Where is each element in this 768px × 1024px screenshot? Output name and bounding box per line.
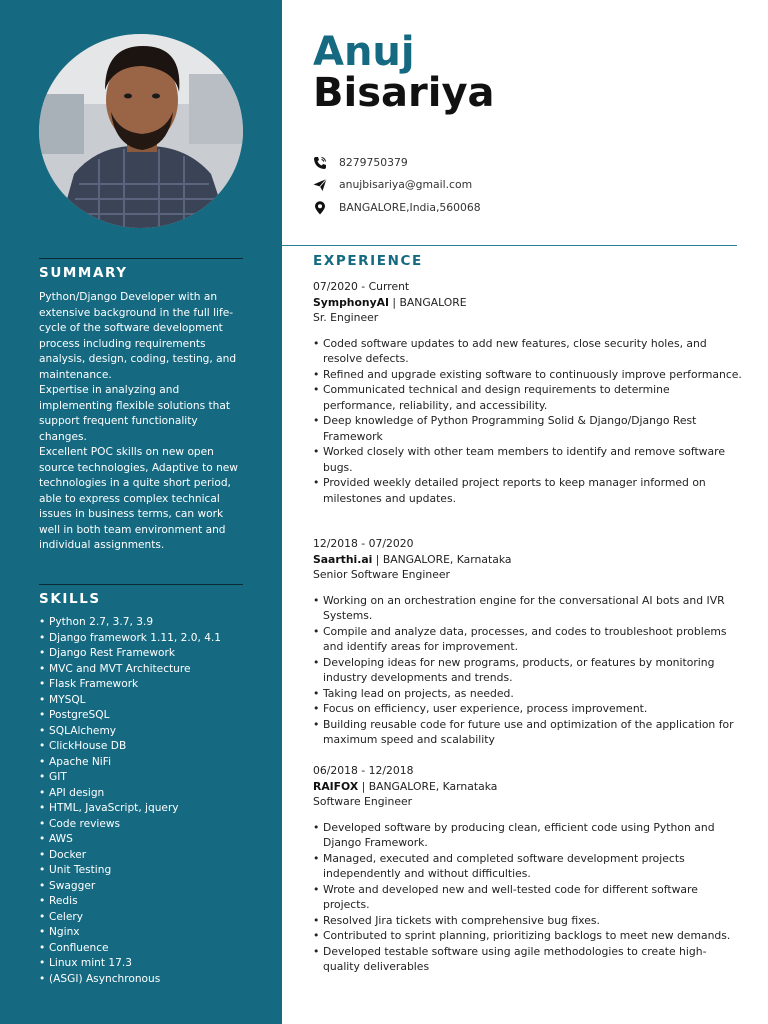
job-bullet: • Communicated technical and design requirements to determine performance, reliability, and accessibility. xyxy=(313,382,743,413)
job-bullets xyxy=(313,820,743,975)
job-bullet: • Resolved Jira tickets with comprehensive bug fixes. xyxy=(313,913,743,929)
experience-heading: EXPERIENCE xyxy=(313,253,423,269)
skill-item: • Confluence xyxy=(39,941,269,957)
company-location: | BANGALORE, Karnataka xyxy=(372,552,512,566)
company-name: Saarthi.ai xyxy=(313,552,373,566)
skill-item: • Docker xyxy=(39,848,269,864)
skill-item: • GIT xyxy=(39,770,269,786)
job-title: Senior Software Engineer xyxy=(313,568,450,581)
job-company-line xyxy=(313,295,743,311)
job-bullet: • Contributed to sprint planning, prioritizing backlogs to meet new demands. xyxy=(313,928,743,944)
job-dates: 12/2018 - 07/2020 xyxy=(313,537,414,550)
job-bullet: • Compile and analyze data, processes, and codes to troubleshoot problems and identify areas for improvement. xyxy=(313,624,743,655)
skill-item: • Celery xyxy=(39,910,269,926)
skill-item: • Python 2.7, 3.7, 3.9 xyxy=(39,615,269,631)
job-dates: 06/2018 - 12/2018 xyxy=(313,764,414,777)
skill-item: • PostgreSQL xyxy=(39,708,269,724)
experience-divider xyxy=(282,245,737,246)
summary-paragraph: Python/Django Developer with an extensive background in the full life-cycle of the software development process including requirements analysis, design, coding, testing, and maintenance. xyxy=(39,291,237,381)
company-location: | BANGALORE, Karnataka xyxy=(358,779,498,793)
skill-item: • Code reviews xyxy=(39,817,269,833)
last-name: Bisariya xyxy=(313,70,495,116)
skill-item: • AWS xyxy=(39,832,269,848)
send-icon xyxy=(313,177,327,191)
skill-item: • Redis xyxy=(39,894,269,910)
job-bullet: • Coded software updates to add new features, close security holes, and resolve defects. xyxy=(313,336,743,367)
summary-divider xyxy=(39,258,243,259)
company-name: RAIFOX xyxy=(313,779,359,793)
job-entry xyxy=(313,536,743,748)
company-location: | BANGALORE xyxy=(389,295,467,309)
skills-divider xyxy=(39,584,243,585)
summary-paragraph: Expertise in analyzing and implementing flexible solutions that support frequent functionality changes. xyxy=(39,384,231,443)
skill-item: • Unit Testing xyxy=(39,863,269,879)
job-bullet: • Developed software by producing clean, efficient code using Python and Django Framework. xyxy=(313,820,743,851)
skill-item: • Linux mint 17.3 xyxy=(39,956,269,972)
job-bullet: • Building reusable code for future use and optimization of the application for maximum speed and scalability xyxy=(313,717,743,748)
job-bullets xyxy=(313,336,743,507)
phone-number: 8279750379 xyxy=(339,155,408,169)
job-dates: 07/2020 - Current xyxy=(313,280,410,293)
job-entry xyxy=(313,763,743,975)
job-bullet: • Focus on efficiency, user experience, process improvement. xyxy=(313,701,743,717)
job-title: Sr. Engineer xyxy=(313,311,379,324)
skill-item: • API design xyxy=(39,786,269,802)
sidebar xyxy=(0,0,282,1024)
contact-location xyxy=(313,199,481,215)
job-bullet: • Wrote and developed new and well-tested code for different software projects. xyxy=(313,882,743,913)
skill-item: • MYSQL xyxy=(39,693,269,709)
skill-item: • MVC and MVT Architecture xyxy=(39,662,269,678)
job-bullet: • Refined and upgrade existing software to continuously improve performance. xyxy=(313,367,743,383)
job-bullet: • Taking lead on projects, as needed. xyxy=(313,686,743,702)
job-bullet: • Developing ideas for new programs, products, or features by monitoring industry developments and trends. xyxy=(313,655,743,686)
skill-item: • Flask Framework xyxy=(39,677,269,693)
job-bullets xyxy=(313,593,743,748)
skills-list xyxy=(39,615,269,987)
skill-item: • SQLAlchemy xyxy=(39,724,269,740)
skills-heading: SKILLS xyxy=(39,591,101,607)
person-photo-icon xyxy=(39,34,243,228)
job-entry xyxy=(313,279,743,506)
location-text: BANGALORE,India,560068 xyxy=(339,200,481,214)
skill-item: • Nginx xyxy=(39,925,269,941)
skill-item: • ClickHouse DB xyxy=(39,739,269,755)
email-address[interactable]: anujbisariya@gmail.com xyxy=(339,177,473,191)
skill-item: • Swagger xyxy=(39,879,269,895)
skill-item: • (ASGI) Asynchronous xyxy=(39,972,269,988)
job-bullet: • Managed, executed and completed software development projects independently and without difficulties. xyxy=(313,851,743,882)
first-name: Anuj xyxy=(313,29,415,75)
contact-phone xyxy=(313,154,408,170)
skill-item: • HTML, JavaScript, jquery xyxy=(39,801,269,817)
job-bullet: • Worked closely with other team members to identify and remove software bugs. xyxy=(313,444,743,475)
job-title: Software Engineer xyxy=(313,795,413,808)
skill-item: • Django Rest Framework xyxy=(39,646,269,662)
summary-heading: SUMMARY xyxy=(39,265,128,281)
job-company-line xyxy=(313,552,743,568)
job-bullet: • Working on an orchestration engine for the conversational AI bots and IVR Systems. xyxy=(313,593,743,624)
job-company-line xyxy=(313,779,743,795)
company-name: SymphonyAI xyxy=(313,295,389,309)
skill-item: • Django framework 1.11, 2.0, 4.1 xyxy=(39,631,269,647)
skill-item: • Apache NiFi xyxy=(39,755,269,771)
summary-paragraph: Excellent POC skills on new open source technologies, Adaptive to new technologies in a quite short period, able to express complex technical issues in business terms, can work well in both team environment and individual assignments. xyxy=(39,446,238,551)
phone-icon xyxy=(313,155,327,169)
profile-photo xyxy=(39,34,243,228)
job-bullet: • Deep knowledge of Python Programming Solid & Django/Django Rest Framework xyxy=(313,413,743,444)
job-bullet: • Provided weekly detailed project reports to keep manager informed on milestones and updates. xyxy=(313,475,743,506)
job-bullet: • Developed testable software using agile methodologies to create high-quality deliverables xyxy=(313,944,743,975)
contact-email xyxy=(313,176,472,192)
summary-text xyxy=(39,290,245,554)
location-pin-icon xyxy=(313,200,327,214)
